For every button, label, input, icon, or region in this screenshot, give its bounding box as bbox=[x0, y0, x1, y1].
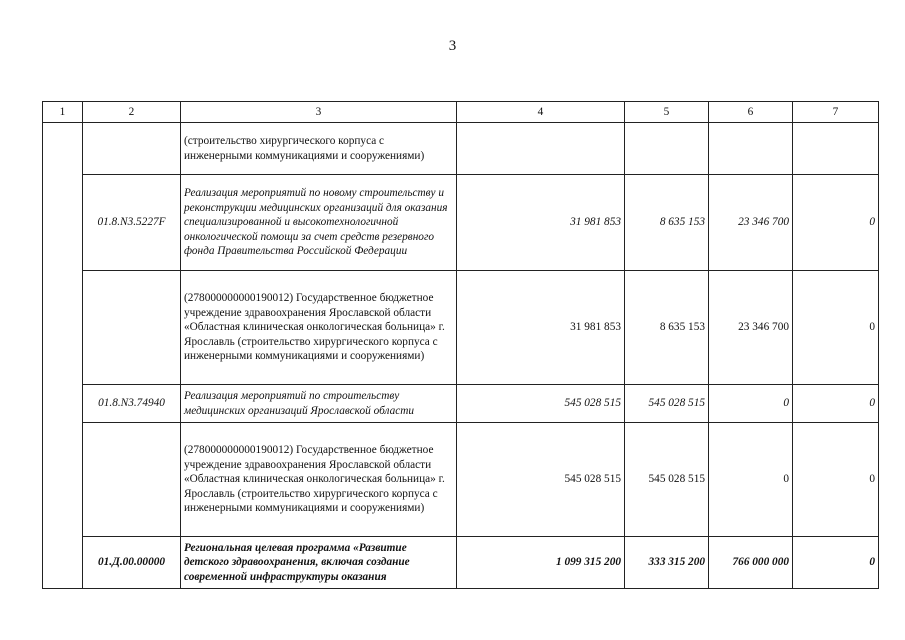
code-cell bbox=[83, 423, 181, 537]
value-cell-5: 545 028 515 bbox=[625, 423, 709, 537]
budget-table bbox=[42, 101, 879, 589]
code-cell: 01.8.N3.5227F bbox=[83, 175, 181, 271]
page-number: 3 bbox=[448, 38, 457, 54]
row-number-cell bbox=[43, 271, 83, 385]
column-header: 7 bbox=[793, 102, 879, 123]
table-row bbox=[43, 423, 879, 537]
description-cell: (строительство хирургического корпуса с инженерными коммуникациями и сооружениями) bbox=[181, 123, 457, 175]
description-cell: Региональная целевая программа «Развитие детского здравоохранения, включая создание современной инфраструктуры оказания bbox=[181, 537, 457, 589]
code-cell: 01.Д.00.00000 bbox=[83, 537, 181, 589]
value-cell-5 bbox=[625, 123, 709, 175]
value-cell-4: 31 981 853 bbox=[457, 271, 625, 385]
value-cell-4: 1 099 315 200 bbox=[457, 537, 625, 589]
value-cell-7: 0 bbox=[793, 385, 879, 423]
description-cell: Реализация мероприятий по строительству медицинских организаций Ярославской области bbox=[181, 385, 457, 423]
value-cell-5: 8 635 153 bbox=[625, 271, 709, 385]
value-cell-4: 31 981 853 bbox=[457, 175, 625, 271]
value-cell-6: 766 000 000 bbox=[709, 537, 793, 589]
value-cell-5: 333 315 200 bbox=[625, 537, 709, 589]
table-row bbox=[43, 537, 879, 589]
description-cell: Реализация мероприятий по новому строительству и реконструкции медицинских организаций для оказания специализированной и высокотехнологичной онкологической помощи за счет средств резервного фонда Правительства Российской Федерации bbox=[181, 175, 457, 271]
value-cell-7: 0 bbox=[793, 175, 879, 271]
column-header: 6 bbox=[709, 102, 793, 123]
column-header: 3 bbox=[181, 102, 457, 123]
column-header: 2 bbox=[83, 102, 181, 123]
value-cell-6: 0 bbox=[709, 385, 793, 423]
row-number-cell bbox=[43, 385, 83, 423]
value-cell-6: 0 bbox=[709, 423, 793, 537]
description-cell: (278000000000190012) Государственное бюджетное учреждение здравоохранения Ярославской области «Областная клиническая онкологическая больница» г. Ярославль (строительство хирургического корпуса с инженерными коммуникациями и сооружениями) bbox=[181, 271, 457, 385]
table-row bbox=[43, 123, 879, 175]
value-cell-6 bbox=[709, 123, 793, 175]
value-cell-7: 0 bbox=[793, 423, 879, 537]
row-number-cell bbox=[43, 123, 83, 175]
value-cell-4: 545 028 515 bbox=[457, 385, 625, 423]
code-cell bbox=[83, 271, 181, 385]
row-number-cell bbox=[43, 423, 83, 537]
value-cell-5: 8 635 153 bbox=[625, 175, 709, 271]
table-row bbox=[43, 271, 879, 385]
code-cell bbox=[83, 123, 181, 175]
value-cell-6: 23 346 700 bbox=[709, 271, 793, 385]
value-cell-5: 545 028 515 bbox=[625, 385, 709, 423]
value-cell-7: 0 bbox=[793, 537, 879, 589]
table-header-row bbox=[43, 102, 879, 123]
value-cell-6: 23 346 700 bbox=[709, 175, 793, 271]
value-cell-4 bbox=[457, 123, 625, 175]
value-cell-7 bbox=[793, 123, 879, 175]
value-cell-7: 0 bbox=[793, 271, 879, 385]
description-cell: (278000000000190012) Государственное бюджетное учреждение здравоохранения Ярославской области «Областная клиническая онкологическая больница» г. Ярославль (строительство хирургического корпуса с инженерными коммуникациями и сооружениями) bbox=[181, 423, 457, 537]
row-number-cell bbox=[43, 175, 83, 271]
table-row bbox=[43, 385, 879, 423]
value-cell-4: 545 028 515 bbox=[457, 423, 625, 537]
column-header: 5 bbox=[625, 102, 709, 123]
column-header: 1 bbox=[43, 102, 83, 123]
table-row bbox=[43, 175, 879, 271]
column-header: 4 bbox=[457, 102, 625, 123]
code-cell: 01.8.N3.74940 bbox=[83, 385, 181, 423]
row-number-cell bbox=[43, 537, 83, 589]
